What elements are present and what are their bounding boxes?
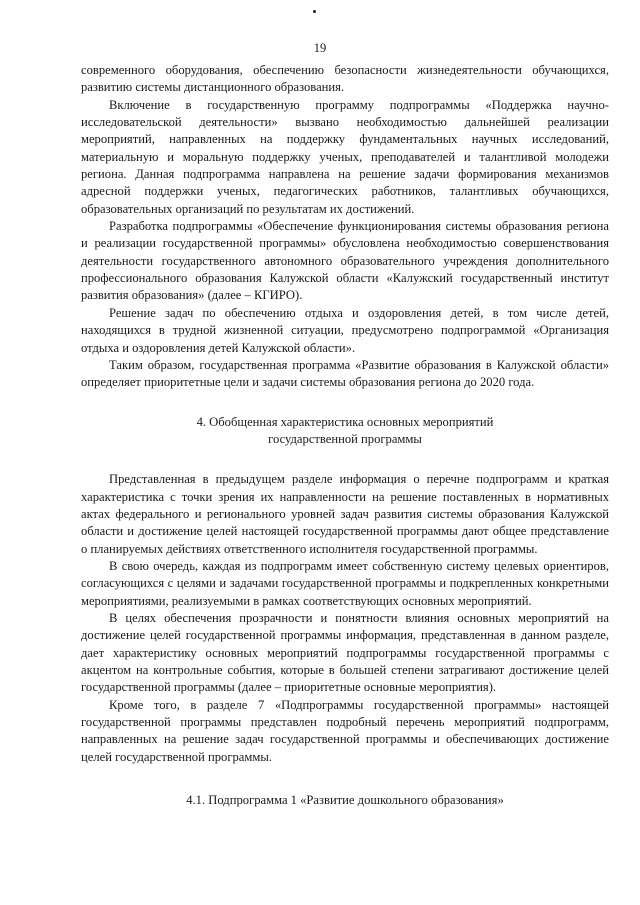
scan-dot [313, 10, 316, 13]
section-heading-line: государственной программы [268, 431, 422, 446]
subsection-heading: 4.1. Подпрограмма 1 «Развитие дошкольного образования» [186, 793, 504, 808]
page-number: 19 [313, 41, 327, 55]
paragraph: В свою очередь, каждая из подпрограмм имеет собственную систему целевых ориентиров, согласующихся с целями и задачами государственной программы и подкрепленных конкретными мероприятиями, реализуемыми в рамках соответствующих основных мероприятий. [81, 558, 609, 608]
paragraph: В целях обеспечения прозрачности и понятности влияния основных мероприятий на достижение целей государственной программы информация, представленная в данном разделе, дает характеристику основных мероприятий подпрограммы государственной программы с акцентом на контрольные события, которые в большей степени затрагивают достижение целей государственной программы (далее – приоритетные основные мероприятия). [81, 610, 609, 695]
section-heading [81, 414, 609, 449]
document-body [81, 62, 609, 809]
paragraph: Включение в государственную программу подпрограммы «Поддержка научно-исследовательской деятельности» вызвано необходимостью дальнейшей реализации мероприятий, направленных на поддержку фундаментальных научных исследований, материальную и моральную поддержку ученых, преподавателей и талантливой молодежи региона. Данная подпрограмма направлена на решение задачи формирования механизмов адресной поддержки ученых, педагогических работников, талантливых обучающихся, образовательных организаций по результатам их достижений. [81, 97, 609, 216]
paragraph-continuation: современного оборудования, обеспечению безопасности жизнедеятельности обучающихся, развитию системы дистанционного образования. [81, 63, 609, 95]
paragraph: Разработка подпрограммы «Обеспечение функционирования системы образования региона и реализации государственной программы» обусловлена необходимостью совершенствования деятельности государственного автономного образовательного учреждения дополнительного профессионального образования Калужской области «Калужский государственный институт развития образования» (далее – КГИРО). [81, 219, 609, 303]
paragraph: Кроме того, в разделе 7 «Подпрограммы государственной программы» настоящей государственной программы представлен подробный перечень мероприятий подпрограмм, направленных на решение задач государственной программы и обеспечивающих достижение целей государственной программы. [81, 697, 609, 764]
section-heading-line: 4. Обобщенная характеристика основных мероприятий [196, 414, 494, 429]
paragraph: Представленная в предыдущем разделе информация о перечне подпрограмм и краткая характеристика с точки зрения их направленности на решение поставленных в нормативных актах федерального и регионального уровней задач развития системы образования Калужской области и достижение целей настоящей государственной программы дают общее представление о планируемых действиях ответственного исполнителя государственной программы. [81, 472, 609, 556]
paragraph: Решение задач по обеспечению отдыха и оздоровления детей, в том числе детей, находящихся в трудной жизненной ситуации, предусмотрено подпрограммой «Организация отдыха и оздоровления детей Калужской области». [81, 305, 609, 355]
paragraph: Таким образом, государственная программа «Развитие образования в Калужской области» определяет приоритетные цели и задачи системы образования региона до 2020 года. [81, 357, 609, 390]
